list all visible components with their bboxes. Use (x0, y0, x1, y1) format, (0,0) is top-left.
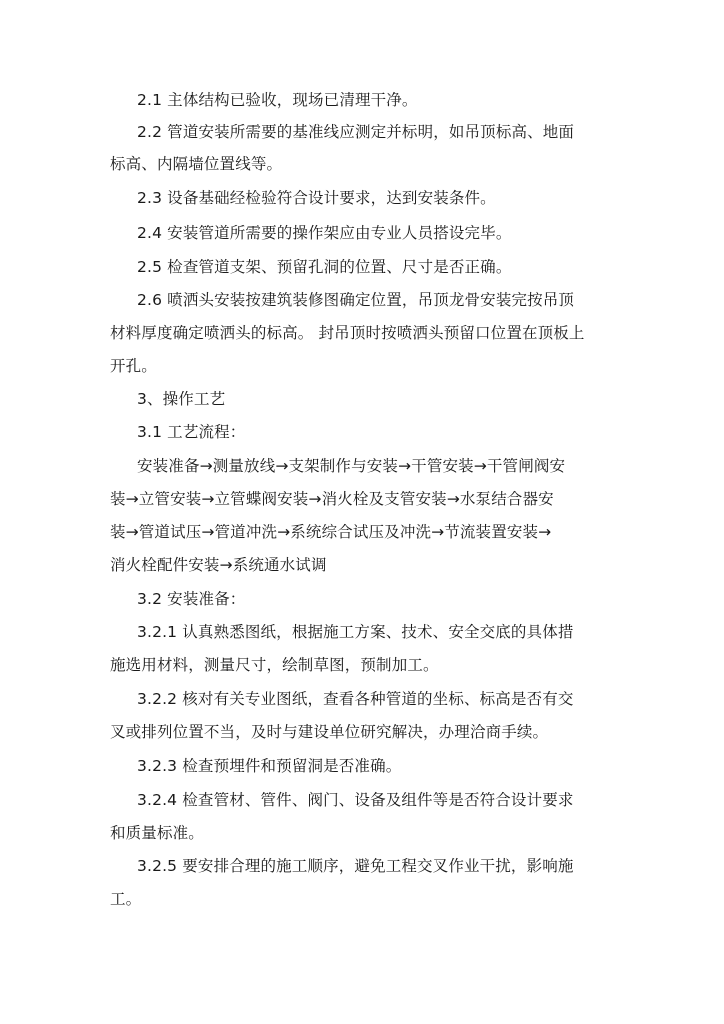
text-line-2-6-cont2: 开孔。 (110, 357, 157, 375)
process-flow-line-1: 安装准备→测量放线→支架制作与安装→干管安装→干管闸阀安 (137, 457, 566, 475)
text-line-3-2-2-cont: 叉或排列位置不当，及时与建设单位研究解决，办理洽商手续。 (110, 723, 549, 741)
text-line-2-2: 2.2 管道安装所需要的基准线应测定并标明，如吊顶标高、地面 (137, 123, 575, 141)
section-heading-3: 3、操作工艺 (137, 390, 226, 408)
text-line-3-2-5-cont: 工。 (110, 890, 142, 908)
text-line-3-2-1-cont: 施选用材料，测量尺寸，绘制草图，预制加工。 (110, 656, 439, 674)
text-line-3-2: 3.2 安装准备： (137, 590, 246, 608)
text-line-2-5: 2.5 检查管道支架、预留孔洞的位置、尺寸是否正确。 (137, 258, 512, 276)
text-line-3-2-5: 3.2.5 要安排合理的施工顺序，避免工程交叉作业干扰，影响施 (137, 857, 574, 875)
text-line-3-2-3: 3.2.3 检查预埋件和预留洞是否准确。 (137, 757, 402, 775)
text-line-3-1: 3.1 工艺流程： (137, 423, 246, 441)
text-line-3-2-1: 3.2.1 认真熟悉图纸，根据施工方案、技术、安全交底的具体措 (137, 623, 574, 641)
process-flow-line-2: 装→立管安装→立管蝶阀安装→消火栓及支管安装→水泵结合器安 (110, 490, 554, 508)
text-line-2-2-cont: 标高、内隔墙位置线等。 (110, 155, 283, 173)
text-line-2-6-cont: 材料厚度确定喷洒头的标高。 封吊顶时按喷洒头预留口位置在顶板上 (110, 324, 585, 342)
process-flow-line-4: 消火栓配件安装→系统通水试调 (110, 556, 327, 574)
text-line-2-3: 2.3 设备基础经检验符合设计要求，达到安装条件。 (137, 189, 496, 207)
text-line-2-4: 2.4 安装管道所需要的操作架应由专业人员搭设完毕。 (137, 224, 512, 242)
text-line-2-6: 2.6 喷洒头安装按建筑装修图确定位置，吊顶龙骨安装完按吊顶 (137, 291, 575, 309)
text-line-3-2-2: 3.2.2 核对有关专业图纸，查看各种管道的坐标、标高是否有交 (137, 690, 574, 708)
text-line-3-2-4-cont: 和质量标准。 (110, 824, 204, 842)
text-line-3-2-4: 3.2.4 检查管材、管件、阀门、设备及组件等是否符合设计要求 (137, 791, 574, 809)
text-line-2-1: 2.1 主体结构已验收，现场已清理干净。 (137, 91, 418, 109)
process-flow-line-3: 装→管道试压→管道冲洗→系统综合试压及冲洗→节流装置安装→ (110, 523, 552, 541)
